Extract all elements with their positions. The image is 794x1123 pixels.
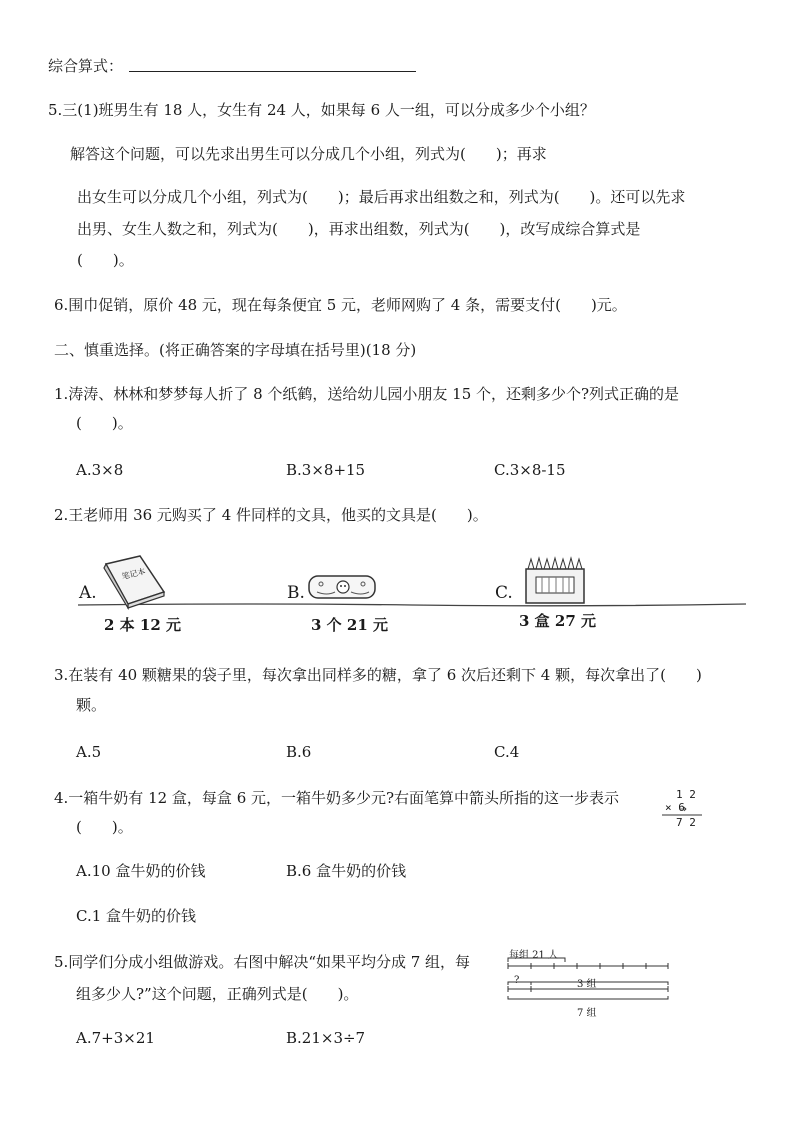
q5-stem: 5.三(1)班男生有 18 人，女生有 24 人，如果每 6 人一组，可以分成多少个小组？ bbox=[48, 101, 595, 119]
answer-underline[interactable] bbox=[129, 71, 416, 72]
calc-row1: 1 2 bbox=[676, 788, 696, 801]
c4-option-c[interactable]: C.1 盒牛奶的价钱 bbox=[76, 907, 197, 925]
diagram-question: ? bbox=[514, 975, 520, 986]
c1-option-b[interactable]: B.3×8+15 bbox=[286, 461, 366, 479]
c4-option-a[interactable]: A.10 盒牛奶的价钱 bbox=[76, 862, 206, 880]
calc-row3: 7 2 bbox=[676, 816, 696, 829]
c4-option-b[interactable]: B.6 盒牛奶的价钱 bbox=[286, 862, 407, 880]
notebook-icon[interactable] bbox=[98, 554, 168, 610]
c2-option-c-letter[interactable]: C. bbox=[495, 583, 513, 603]
c3-option-a[interactable]: A.5 bbox=[76, 743, 102, 761]
c3-option-b[interactable]: B.6 bbox=[286, 743, 312, 761]
c5-option-a[interactable]: A.7+3×21 bbox=[76, 1029, 155, 1047]
section2-title: 二、慎重选择。(将正确答案的字母填在括号里)(18 分) bbox=[54, 341, 417, 359]
c5-stem2: 组多少人?”这个问题，正确列式是( )。 bbox=[76, 985, 359, 1003]
baseline-line bbox=[78, 602, 746, 608]
c3-option-c[interactable]: C.4 bbox=[494, 743, 520, 761]
formula-label: 综合算式： bbox=[48, 57, 124, 75]
pencil-case-icon[interactable] bbox=[307, 572, 379, 602]
crayon-box-icon[interactable] bbox=[522, 555, 588, 605]
c1-stem: 1.涛涛、林林和梦梦每人折了 8 个纸鹤，送给幼儿园小朋友 15 个，还剩多少个?列式正确的是 bbox=[54, 385, 680, 403]
c2-option-a-letter[interactable]: A. bbox=[79, 583, 97, 603]
c3-stem: 3.在装有 40 颗糖果的袋子里，每次拿出同样多的糖，拿了 6 次后还剩下 4 颗，每次拿出了( ) bbox=[54, 666, 702, 684]
c2-c-price: 3 盒 27 元 bbox=[519, 612, 596, 630]
c4-stem: 4.一箱牛奶有 12 盒，每盒 6 元，一箱牛奶多少元?右面笔算中箭头所指的这一步表示 bbox=[54, 789, 620, 807]
c1-option-a[interactable]: A.3×8 bbox=[76, 461, 124, 479]
q5-line3: 出男、女生人数之和，列式为( )，再求出组数，列式为( )，改写成综合算式是 bbox=[77, 220, 641, 238]
calc-row2: × 6 bbox=[665, 801, 685, 814]
c1-option-c[interactable]: C.3×8-15 bbox=[494, 461, 566, 479]
diagram-top-label: 每组 21 人 bbox=[509, 950, 559, 961]
q5-line4: ( )。 bbox=[77, 251, 134, 269]
q5-line1: 解答这个问题，可以先求出男生可以分成几个小组，列式为( )；再求 bbox=[70, 145, 547, 163]
c2-stem: 2.王老师用 36 元购买了 4 件同样的文具，他买的文具是( )。 bbox=[54, 506, 488, 524]
c3-stem2: 颗。 bbox=[76, 696, 107, 714]
c2-option-b-letter[interactable]: B. bbox=[287, 583, 305, 603]
c2-a-price: 2 本 12 元 bbox=[104, 616, 181, 634]
diagram-mid-label: 3 组 bbox=[577, 979, 597, 990]
q6-text: 6.围巾促销，原价 48 元，现在每条便宜 5 元，老师网购了 4 条，需要支付( )元。 bbox=[54, 296, 627, 314]
c2-b-price: 3 个 21 元 bbox=[311, 616, 388, 634]
notebook-label: 笔记本 bbox=[120, 566, 147, 582]
diagram-bottom-label: 7 组 bbox=[577, 1008, 597, 1019]
q5-line2: 出女生可以分成几个小组，列式为( )；最后再求出组数之和，列式为( )。还可以先求 bbox=[77, 188, 686, 206]
c1-stem2: ( )。 bbox=[76, 414, 133, 432]
c5-option-b[interactable]: B.21×3÷7 bbox=[286, 1029, 366, 1047]
c5-stem: 5.同学们分成小组做游戏。右图中解决“如果平均分成 7 组，每 bbox=[54, 953, 471, 971]
arrow-icon bbox=[680, 806, 688, 812]
c4-stem2: ( )。 bbox=[76, 818, 133, 836]
